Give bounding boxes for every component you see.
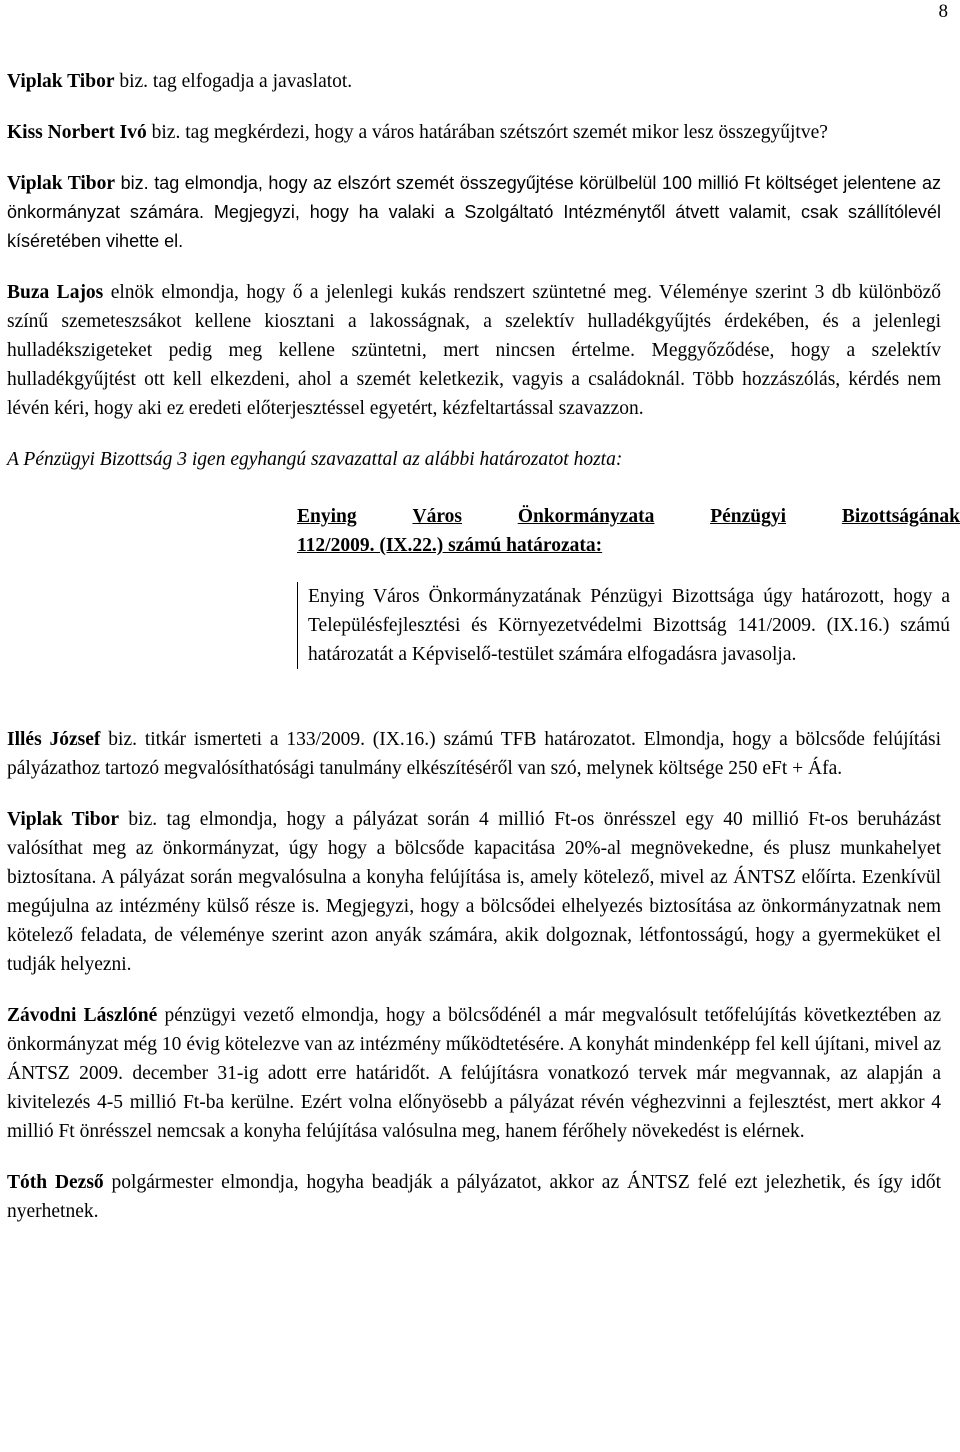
paragraph <box>7 278 941 423</box>
heading-word: Enying <box>297 506 357 527</box>
document-body <box>7 67 960 1226</box>
paragraph-text: biz. titkár ismerteti a 133/2009. (IX.16.) számú TFB határozatot. Elmondja, hogy a bölcsőde felújítási pályázathoz tartozó megvalósíthatósági tanulmány elkészítéséről van szó, melynek költsége 250 eFt + Áfa. <box>7 729 941 779</box>
speaker-name: Tóth Dezső <box>7 1172 104 1193</box>
paragraph <box>7 67 941 96</box>
speaker-name: Illés József <box>7 729 101 750</box>
paragraph <box>7 118 941 147</box>
paragraph <box>7 1168 941 1226</box>
heading-word: Bizottságának <box>841 506 960 527</box>
decision-intro: A Pénzügyi Bizottság 3 igen egyhangú szavazattal az alábbi határozatot hozta: <box>7 449 623 470</box>
heading-word: Város <box>412 506 462 527</box>
paragraph <box>7 1001 941 1146</box>
paragraph-text: pénzügyi vezető elmondja, hogy a bölcsődénél a már megvalósult tetőfelújítás következtében az önkormányzat még 10 évig kötelezve van az intézmény működtetésére. A konyhát mindenképp fel kell újítani, mivel az ÁNTSZ 2009. december 31-ig adott erre határidőt. A felújításra vonatkozó tervek már megvannak, az alapján a kivitelezés 4-5 millió Ft-ba kerülne. Ezért volna előnyösebb a pályázat révén véghezvinni a fejlesztést, mert akkor 4 millió Ft önrésszel nemcsak a konyha felújítása valósulna meg, hanem férőhely növekedést is elérnek. <box>7 1005 941 1142</box>
heading-word: Önkormányzata <box>517 506 655 527</box>
paragraph <box>7 805 941 979</box>
speaker-name: Závodni Lászlóné <box>7 1005 158 1026</box>
speaker-name: Buza Lajos <box>7 282 104 303</box>
paragraph-text: biz. tag elmondja, hogy az elszórt szemét összegyűjtése körülbelül 100 millió Ft költséget jelentene az önkormányzat számára. Megjegyzi, hogy ha valaki a Szolgáltató Intézménytől átvett valamit, csak szállítólevél kíséretében vihette el. <box>7 173 941 251</box>
paragraph-text: elnök elmondja, hogy ő a jelenlegi kukás rendszert szüntetné meg. Véleménye szerint 3 db különböző színű szemeteszsákot kellene kiosztani a lakosságnak, a szelektív hulladékgyűjtés érdekében, és a jelenlegi hulladékszigeteket pedig meg kellene szüntetni, mert nincsen értelme. Meggyőződése, hogy a szelektív hulladékgyűjtést ott kell elkezdeni, ahol a szemét keletkezik, vagyis a családoknál. Több hozzászólás, kérdés nem lévén kéri, hogy aki ez eredeti előterjesztéssel egyetért, kézfeltartással szavazzon. <box>7 282 941 419</box>
paragraph-text: biz. tag megkérdezi, hogy a város határában szétszórt szemét mikor lesz összegyűjtve? <box>146 122 828 143</box>
resolution-heading-line1 <box>297 502 960 531</box>
paragraph-text: biz. tag elfogadja a javaslatot. <box>114 71 353 92</box>
resolution-body: Enying Város Önkormányzatának Pénzügyi Bizottsága úgy határozott, hogy a Településfejlesztési és Környezetvédelmi Bizottság 141/2009. (IX.16.) számú határozatát a Képviselő-testület számára elfogadásra javasolja. <box>297 582 950 669</box>
speaker-name: Kiss Norbert Ivó <box>7 122 147 143</box>
heading-word: Pénzügyi <box>710 506 787 527</box>
speaker-name: Viplak Tibor <box>7 71 115 92</box>
speaker-name: Viplak Tibor <box>7 173 116 194</box>
paragraph <box>7 725 941 783</box>
paragraph-text: biz. tag elmondja, hogy a pályázat során 4 millió Ft-os önrésszel egy 40 millió Ft-os beruházást valósíthat meg az önkormányzat, úgy hogy a bölcsőde kapacitása 20%-al megnövekedne, és plusz munkahelyet biztosítana. A pályázat során megvalósulna a konyha felújítása is, amely kötelező, mivel az ÁNTSZ előírta. Ezenkívül megújulna az intézmény külső része is. Megjegyzi, hogy a bölcsődei elhelyezés biztosítása az önkormányzatnak nem kötelező feladata, de véleménye szerint azon anyák számára, akik dolgoznak, létfontosságú, hogy a gyermeküket el tudják helyezni. <box>7 809 941 975</box>
resolution-heading-line2: 112/2009. (IX.22.) számú határozata: <box>297 535 603 556</box>
paragraph-text: polgármester elmondja, hogyha beadják a pályázatot, akkor az ÁNTSZ felé ezt jelezhetik, és így időt nyerhetnek. <box>7 1172 942 1222</box>
page-number: 8 <box>938 1 948 22</box>
speaker-name: Viplak Tibor <box>7 809 120 830</box>
resolution-heading <box>297 502 960 560</box>
paragraph <box>7 169 941 256</box>
